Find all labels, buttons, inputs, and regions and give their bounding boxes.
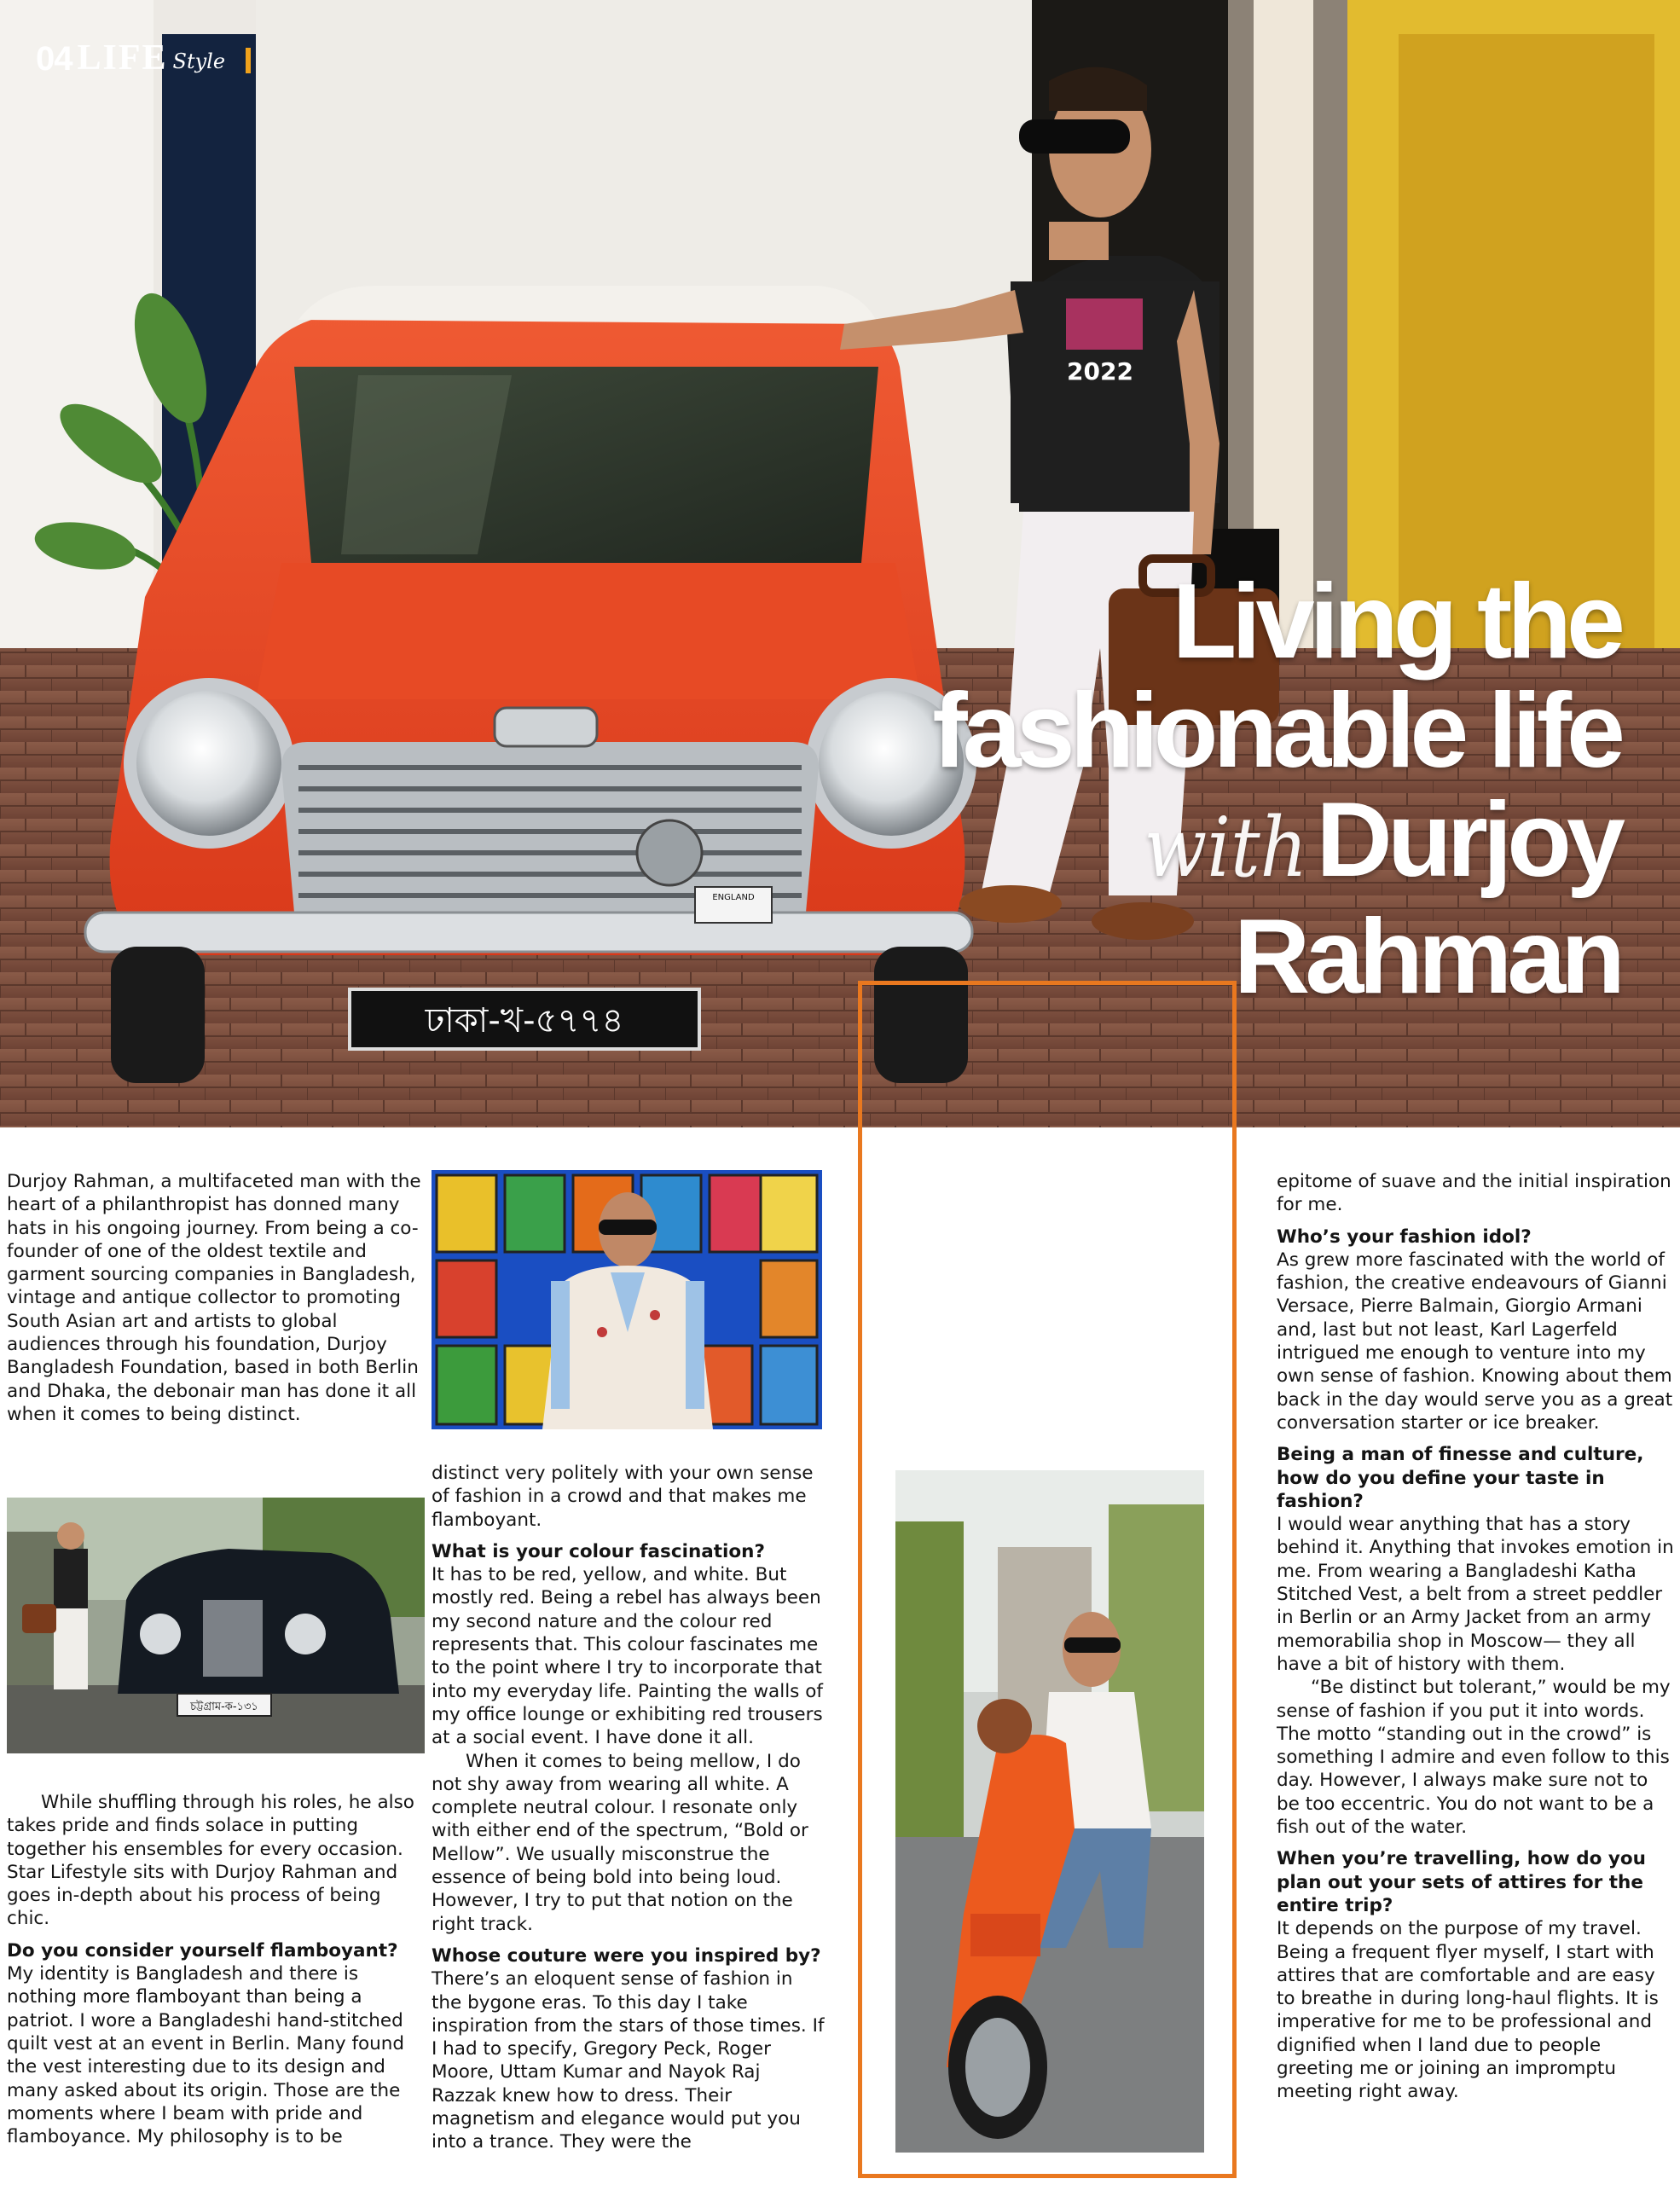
column-4	[1277, 1170, 1674, 2104]
section-name: Style	[172, 49, 226, 73]
answer-2: It has to be red, yellow, and white. But mostly red. Being a rebel has always been my second nature and the colour red represents that. This colour fascinates me to the point where I try to incorporate that into my everyday life. Painting the walls of my office lounge or exhibiting red trousers at a social event. I have done it all.	[432, 1564, 823, 1749]
column-1-continued	[7, 1791, 423, 2148]
question-2: What is your colour fascination?	[432, 1540, 765, 1562]
headline-line-2: fashionable life	[932, 672, 1620, 790]
folk-art-wall-photo	[432, 1170, 822, 1429]
headline-line-3	[932, 781, 1620, 902]
headline-name-first: Durjoy	[1316, 781, 1620, 899]
tshirt-print-text: 2022	[1067, 357, 1133, 385]
headline-with: with	[1144, 800, 1308, 895]
question-6: When you’re travelling, how do you plan out your sets of attires for the entire trip?	[1277, 1848, 1646, 1916]
paragraph-2: While shuffling through his roles, he also takes pride and finds solace in putting together his ensembles for every occasion. Star Lifestyle sits with Durjoy Rahman and goes in-depth about his process of being chic.	[7, 1792, 414, 1930]
answer-3-continued: epitome of suave and the initial inspiration for me.	[1277, 1171, 1671, 1216]
answer-5: I would wear anything that has a story behind it. Anything that invokes emotion in me. From wearing a Bangladeshi Katha Stitched Vest, a belt from a street peddler in Berlin or an Army Jacket from an army memorabilia shop in Moscow— they all have a bit of history with them.	[1277, 1514, 1674, 1675]
column-1	[7, 1170, 423, 1426]
page-number: 04	[36, 40, 72, 78]
answer-6: It depends on the purpose of my travel. Being a frequent flyer myself, I start with attires that are comfortable and are easy to breathe in during long-haul flights. It is imperative for me to be professional and dignified when I land due to people greeting me or joining an impromptu meeting right away.	[1277, 1918, 1659, 2103]
answer-1-continued: distinct very politely with your own sense of fashion in a crowd and that makes me flamboyant.	[432, 1463, 814, 1531]
england-badge-text: ENGLAND	[712, 893, 755, 902]
question-3: Whose couture were you inspired by?	[432, 1944, 821, 1967]
column-2	[432, 1462, 826, 2154]
accent-frame	[858, 981, 1237, 2178]
answer-1: My identity is Bangladesh and there is nothing more flamboyant than being a patriot. I wore a Bangladeshi hand-stitched quilt vest at an event in Berlin. Many found the vest interesting due to its design and many asked about its origin. Those are the moments where I beam with pride and flamboyance. My philosophy is to be	[7, 1963, 405, 2148]
headline-line-1: Living the	[1172, 563, 1620, 681]
vintage-car-photo	[7, 1498, 425, 1753]
page-folio	[36, 38, 251, 78]
question-4: Who’s your fashion idol?	[1277, 1226, 1532, 1248]
question-1: Do you consider yourself flamboyant?	[7, 1939, 398, 1962]
intro-paragraph: Durjoy Rahman, a multifaceted man with the heart of a philanthropist has donned many hats in his ongoing journey. From being a co-founder of one of the oldest textile and garment sourcing companies in Bangladesh, vintage and antique collector to promoting South Asian art and artists to global audiences through his foundation, Durjoy Bangladesh Foundation, based in both Berlin and Dhaka, the debonair man has done it all when it comes to being distinct.	[7, 1171, 421, 1425]
car-plate-text: ঢাকা-খ-৫৭৭৪	[425, 1001, 624, 1040]
headline-line-4: Rahman	[1233, 898, 1620, 1016]
answer-5-continued: “Be distinct but tolerant,” would be my sense of fashion if you put it into words. The motto “standing out in the crowd” is something I admire and even follow to this day. However, I always make sure not to be too eccentric. You do not want to be a fish out of the water.	[1277, 1677, 1671, 1839]
answer-4: As grew more fascinated with the world of fashion, the creative endeavours of Gianni Versace, Pierre Balmain, Giorgio Armani and, last but not least, Karl Lagerfeld intrigued me enough to venture into my own sense of fashion. Knowing about them back in the day would serve you as a great conversation starter or ice breaker.	[1277, 1249, 1673, 1434]
answer-3: There’s an eloquent sense of fashion in the bygone eras. To this day I take inspiration from the stars of those times. If I had to specify, Gregory Peck, Roger Moore, Uttam Kumar and Nayok Raj Razzak knew how to dress. Their magnetism and elegance would put you into a trance. They were the	[432, 1968, 825, 2153]
answer-2-continued: When it comes to being mellow, I do not shy away from wearing all white. A complete neutral colour. I resonate only with either end of the spectrum, “Bold or Mellow”. We usually misconstrue the essence of being bold into being loud. However, I try to put that notion on the right track.	[432, 1750, 808, 1935]
headline	[932, 563, 1620, 1016]
magazine-logo: LIFE	[77, 38, 168, 78]
folio-accent-bar	[246, 48, 251, 73]
question-5: Being a man of finesse and culture, how do you define your taste in fashion?	[1277, 1444, 1644, 1512]
vintage-car-plate: চট্টগ্রাম-ক-১৩১	[190, 1701, 258, 1713]
